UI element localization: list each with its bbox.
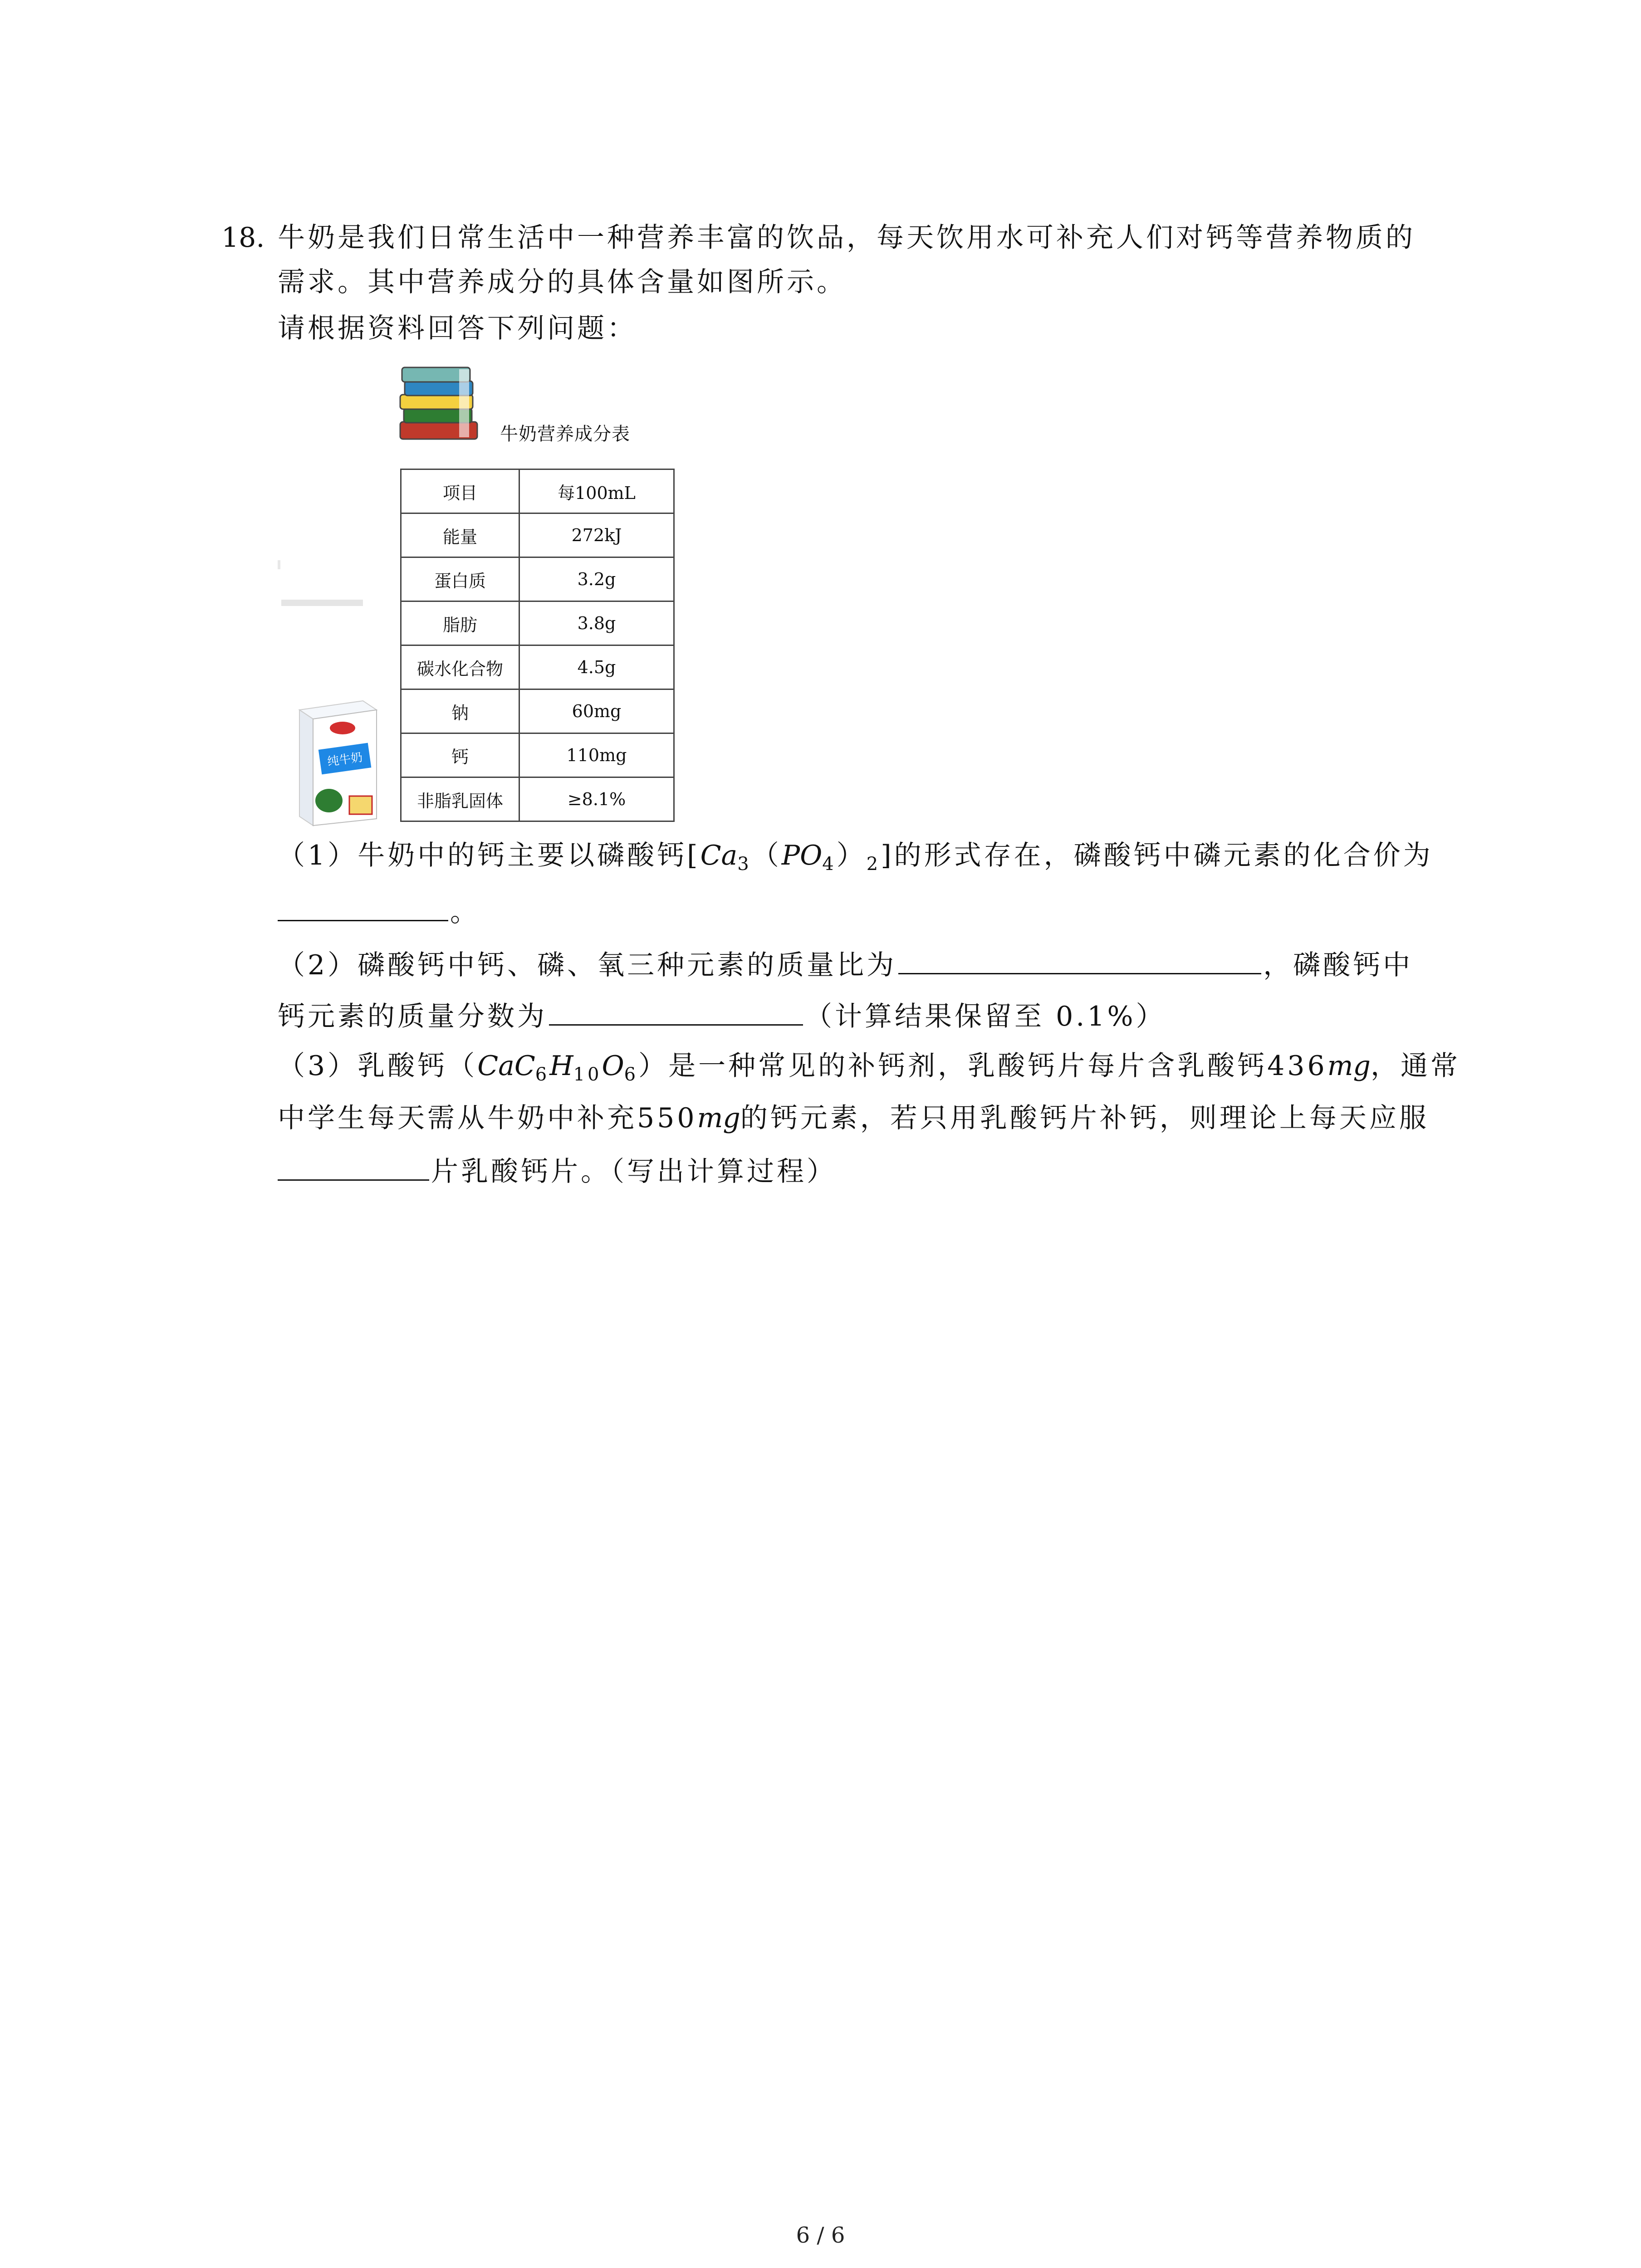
table-cell: 脂肪: [401, 601, 519, 645]
table-row: [401, 469, 674, 513]
part1-line-2: [278, 893, 480, 930]
question-number: 18.: [221, 222, 265, 254]
table-cell: 60mg: [519, 689, 674, 733]
milk-carton-image: [295, 692, 381, 828]
part2-line-1: [278, 946, 1413, 983]
page-number: 6 / 6: [796, 2223, 845, 2248]
milk-box-label: 纯牛奶: [326, 750, 364, 769]
part3-text: （3）乳酸钙（: [278, 1050, 478, 1082]
answer-blank[interactable]: [898, 946, 1261, 974]
table-row: [401, 689, 674, 733]
formula: O: [602, 1050, 624, 1082]
table-row: [401, 777, 674, 821]
unit: mg: [697, 1102, 740, 1134]
table-cell: 碳水化合物: [401, 645, 519, 689]
part3-line-2: [278, 1100, 1429, 1136]
subscript: 2: [866, 854, 881, 875]
part2-line-2: [278, 997, 1166, 1035]
table-cell: 能量: [401, 513, 519, 557]
answer-blank[interactable]: [278, 893, 448, 921]
formula: CaC: [477, 1050, 535, 1082]
paren-open: （: [751, 840, 782, 871]
formula: H: [549, 1050, 573, 1082]
subscript: 6: [535, 1064, 550, 1085]
answer-blank[interactable]: [278, 1152, 429, 1181]
table-cell: 每100mL: [519, 469, 674, 513]
table-row: [401, 513, 674, 557]
subscript: 6: [624, 1064, 639, 1085]
formula-po: PO: [781, 840, 823, 871]
figure-caption: 牛奶营养成分表: [500, 424, 630, 445]
question-intro-line-3: 请根据资料回答下列问题：: [278, 313, 637, 344]
table-cell: 3.2g: [519, 557, 674, 601]
part3-text: ，通常: [1370, 1050, 1460, 1082]
part1-line-1: [278, 837, 1433, 874]
books-icon: [396, 363, 482, 445]
part1-text: （1）牛奶中的钙主要以磷酸钙[: [278, 840, 700, 871]
part3-text: 片乳酸钙片。（写出计算过程）: [431, 1156, 837, 1188]
subscript: 4: [822, 854, 837, 875]
formula-ca: Ca: [700, 840, 738, 871]
scan-mark: [281, 600, 363, 606]
table-cell: 非脂乳固体: [401, 777, 519, 821]
table-cell: 钠: [401, 689, 519, 733]
question-intro-line-2: 需求。其中营养成分的具体含量如图所示。: [278, 266, 847, 298]
question-intro-line-1: 牛奶是我们日常生活中一种营养丰富的饮品，每天饮用水可补充人们对钙等营养物质的: [278, 222, 1416, 254]
part3-text: 的钙元素，若只用乳酸钙片补钙，则理论上每天应服: [740, 1102, 1429, 1134]
subscript: 10: [573, 1064, 602, 1085]
part1-text: ]的形式存在，磷酸钙中磷元素的化合价为: [881, 840, 1433, 871]
part2-text: （2）磷酸钙中钙、磷、氧三种元素的质量比为: [278, 949, 897, 981]
answer-blank[interactable]: [549, 997, 803, 1026]
part3-text: ）是一种常见的补钙剂，乳酸钙片每片含乳酸钙436: [638, 1050, 1327, 1082]
table-cell: 项目: [401, 469, 519, 513]
nutrition-table: [400, 469, 675, 822]
scan-mark: [278, 560, 280, 569]
table-cell: ≥8.1%: [519, 777, 674, 821]
table-cell: 110mg: [519, 733, 674, 777]
part1-end: 。: [450, 896, 480, 928]
part3-line-1: [278, 1048, 1460, 1084]
paren-close: ）: [836, 840, 867, 871]
table-cell: 钙: [401, 733, 519, 777]
table-row: [401, 733, 674, 777]
part2-text: （计算结果保留至 0.1%）: [805, 1001, 1166, 1032]
table-cell: 4.5g: [519, 645, 674, 689]
subscript: 3: [737, 854, 752, 875]
part2-text: ，磷酸钙中: [1263, 949, 1413, 981]
table-row: [401, 601, 674, 645]
table-cell: 3.8g: [519, 601, 674, 645]
part2-text: 钙元素的质量分数为: [278, 1001, 547, 1032]
table-cell: 272kJ: [519, 513, 674, 557]
table-cell: 蛋白质: [401, 557, 519, 601]
unit: mg: [1327, 1050, 1371, 1082]
table-row: [401, 645, 674, 689]
part3-line-3: [278, 1152, 837, 1190]
part3-text: 中学生每天需从牛奶中补充550: [278, 1102, 697, 1134]
table-row: [401, 557, 674, 601]
